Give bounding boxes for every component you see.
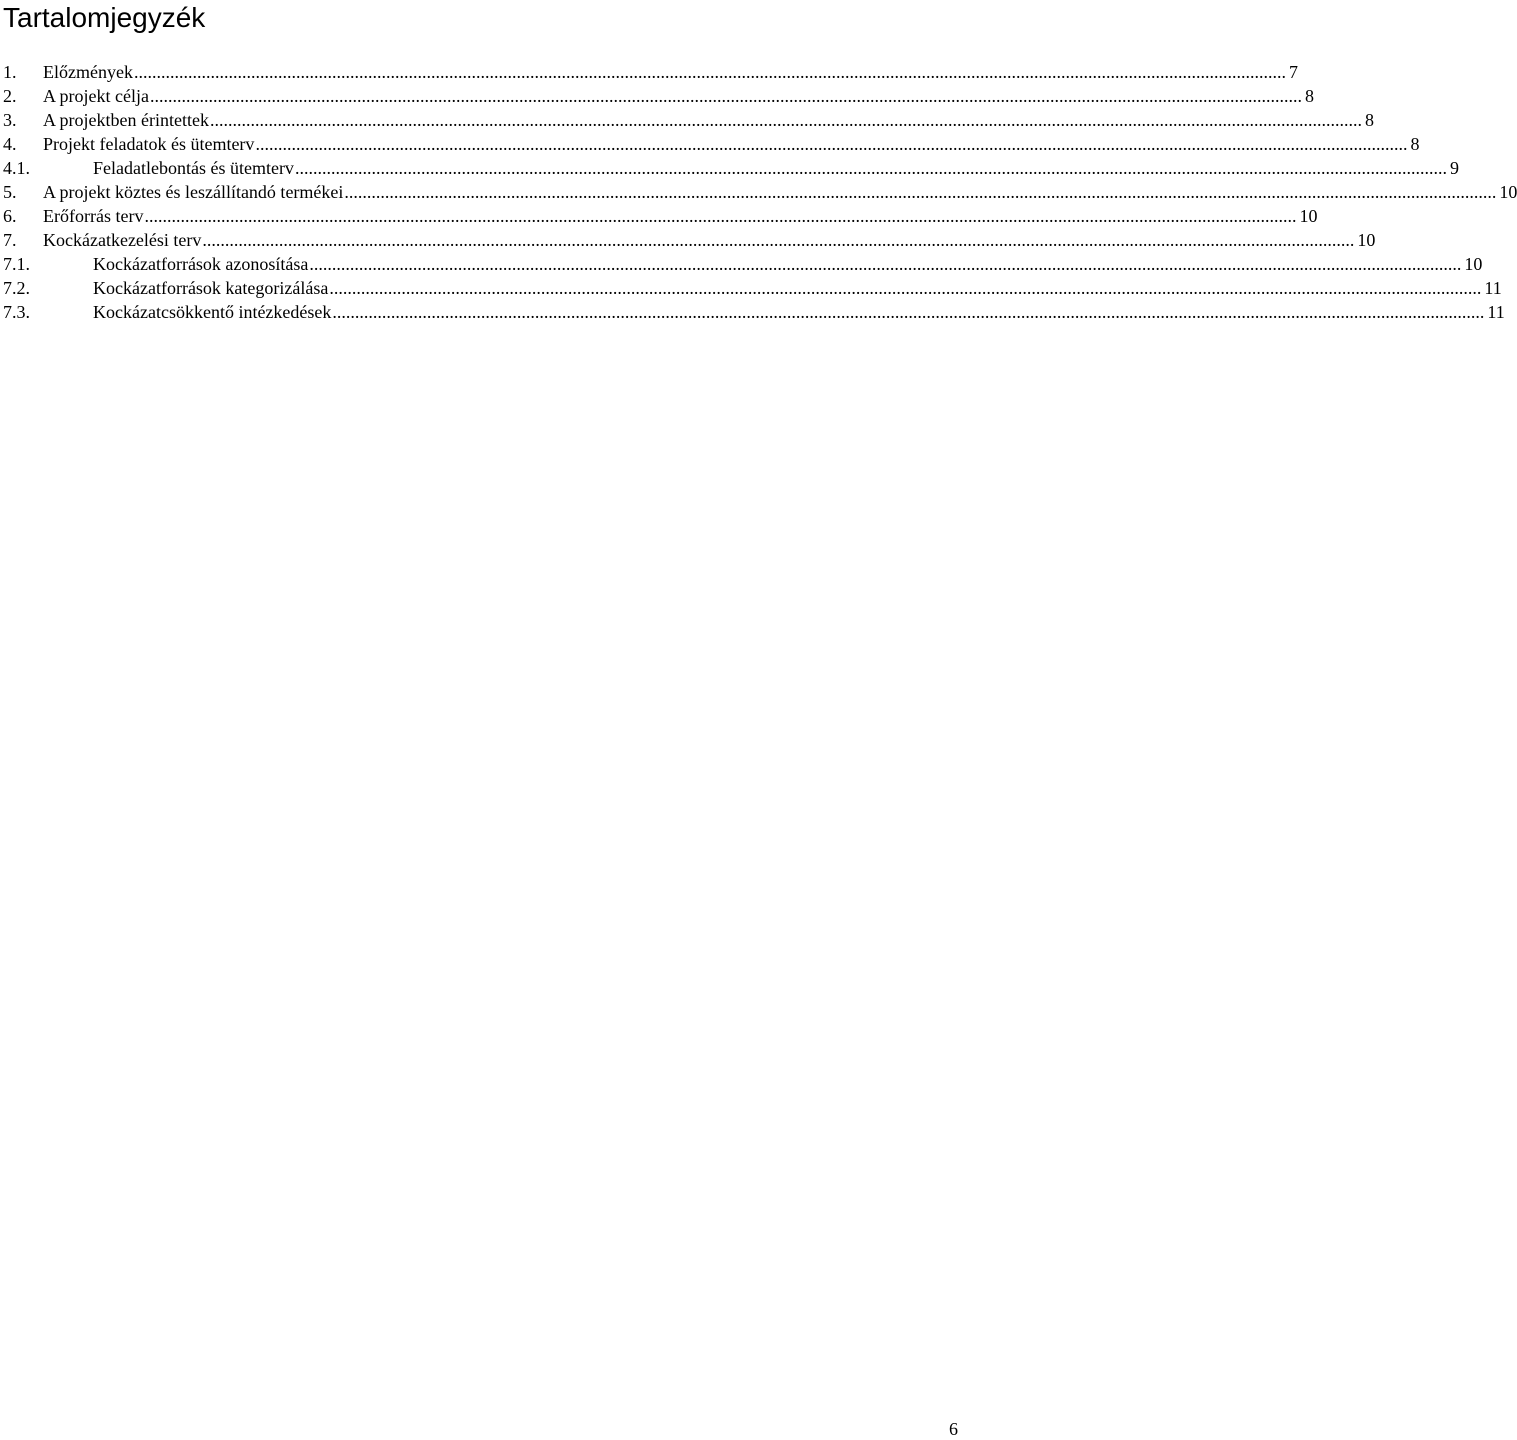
toc-entry[interactable] xyxy=(3,252,1483,276)
toc-entry-number: 1. xyxy=(3,62,17,82)
toc-entry-number: 7.2. xyxy=(3,278,30,298)
toc-entry-page: 11 xyxy=(1484,278,1502,298)
toc-entry-number: 6. xyxy=(3,206,17,226)
toc-entry-number: 2. xyxy=(3,86,17,106)
toc-entry-page: 8 xyxy=(1364,110,1374,130)
table-of-contents xyxy=(3,60,1517,324)
toc-entry-page: 11 xyxy=(1487,302,1505,322)
toc-entry-number: 4. xyxy=(3,134,17,154)
toc-dot-leader xyxy=(134,60,1286,84)
toc-entry-page: 10 xyxy=(1299,206,1318,226)
toc-entry-number: 4.1. xyxy=(3,158,30,178)
toc-entry[interactable] xyxy=(3,84,1314,108)
page-number: 6 xyxy=(949,1419,958,1439)
toc-entry-number: 7. xyxy=(3,230,17,250)
toc-entry-label: Erőforrás terv xyxy=(43,206,144,226)
toc-entry[interactable] xyxy=(3,228,1376,252)
toc-entry-number: 7.1. xyxy=(3,254,30,274)
toc-entry-page: 10 xyxy=(1357,230,1376,250)
toc-entry-label: Feladatlebontás és ütemterv xyxy=(93,158,294,178)
toc-entry-page: 8 xyxy=(1304,86,1314,106)
toc-entry-label: A projektben érintettek xyxy=(43,110,209,130)
toc-dot-leader xyxy=(210,108,1362,132)
toc-dot-leader xyxy=(295,156,1447,180)
toc-entry-number: 5. xyxy=(3,182,17,202)
toc-entry-page: 10 xyxy=(1499,182,1517,202)
toc-entry-page: 9 xyxy=(1449,158,1459,178)
toc-entry[interactable] xyxy=(3,108,1374,132)
toc-entry[interactable] xyxy=(3,300,1505,324)
toc-dot-leader xyxy=(344,180,1496,204)
toc-entry-label: Kockázatkezelési terv xyxy=(43,230,202,250)
toc-entry-page: 10 xyxy=(1464,254,1483,274)
toc-entry-label: Előzmények xyxy=(43,62,133,82)
toc-entry-label: Kockázatforrások kategorizálása xyxy=(93,278,329,298)
toc-entry-label: Kockázatcsökkentő intézkedések xyxy=(93,302,332,322)
toc-entry[interactable] xyxy=(3,60,1298,84)
toc-entry-number: 3. xyxy=(3,110,17,130)
toc-entry[interactable] xyxy=(3,180,1517,204)
toc-dot-leader xyxy=(309,252,1461,276)
toc-entry-label: Projekt feladatok és ütemterv xyxy=(43,134,255,154)
toc-entry[interactable] xyxy=(3,204,1318,228)
toc-dot-leader xyxy=(150,84,1302,108)
toc-dot-leader xyxy=(255,132,1407,156)
toc-entry-page: 8 xyxy=(1410,134,1420,154)
toc-entry-page: 7 xyxy=(1288,62,1298,82)
toc-dot-leader xyxy=(144,204,1296,228)
toc-heading: Tartalomjegyzék xyxy=(3,2,206,33)
toc-entry-label: A projekt célja xyxy=(43,86,149,106)
toc-entry-label: Kockázatforrások azonosítása xyxy=(93,254,309,274)
toc-entry-label: A projekt köztes és leszállítandó termékei xyxy=(43,182,344,202)
toc-dot-leader xyxy=(332,300,1484,324)
toc-dot-leader xyxy=(202,228,1354,252)
toc-dot-leader xyxy=(329,276,1481,300)
toc-entry[interactable] xyxy=(3,156,1459,180)
toc-entry[interactable] xyxy=(3,276,1502,300)
toc-entry-number: 7.3. xyxy=(3,302,30,322)
toc-entry[interactable] xyxy=(3,132,1420,156)
